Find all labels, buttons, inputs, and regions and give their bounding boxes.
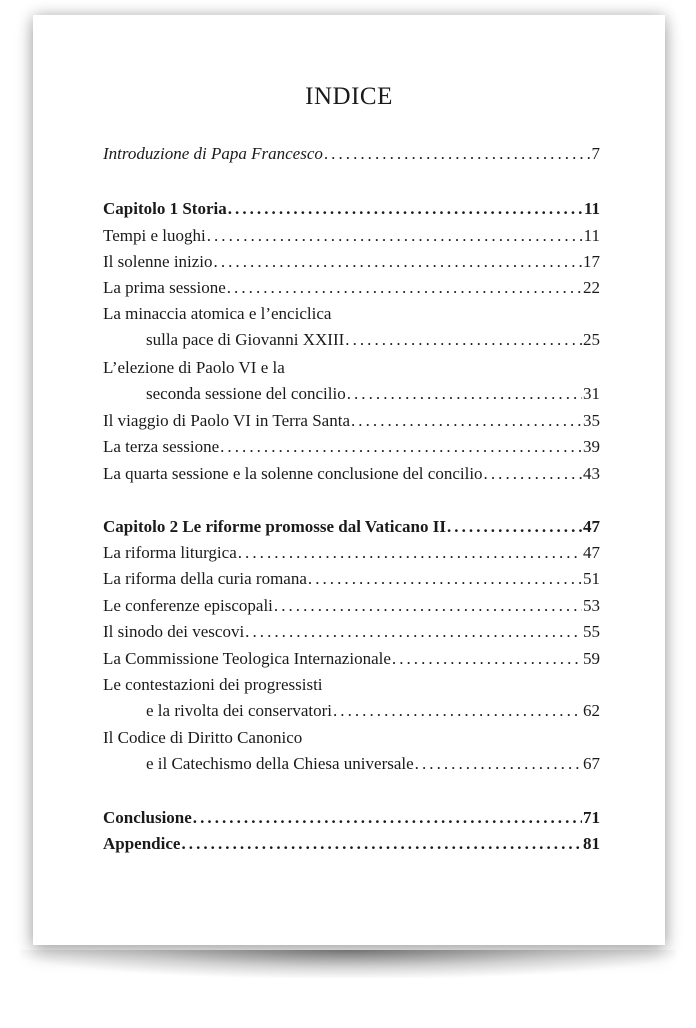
toc-entry-title: Conclusione [103, 808, 192, 827]
toc-leader-dots [207, 225, 583, 247]
toc-entry-title: La terza sessione [103, 437, 220, 456]
toc-entry-page: 55 [583, 622, 600, 641]
toc-entry-page: 11 [583, 199, 600, 218]
toc-entry-title: Appendice [103, 834, 181, 853]
toc-entry-page: 7 [591, 144, 600, 163]
toc-entry-page: 17 [583, 252, 600, 271]
toc-entry-title: Capitolo 2 Le riforme promosse dal Vaticano II [103, 517, 446, 536]
toc-entry [103, 568, 600, 590]
toc-leader-dots [214, 251, 582, 273]
toc-entry [103, 542, 600, 564]
toc-entry-page: 62 [583, 701, 600, 720]
toc-entry-first-line: L’elezione di Paolo VI e la [103, 358, 285, 377]
toc-entry-title: Tempi e luoghi [103, 226, 206, 245]
toc-entry [103, 410, 600, 432]
toc-entry-page: 47 [583, 543, 600, 562]
toc-entry-first-line: Il Codice di Diritto Canonico [103, 728, 303, 747]
toc-entry-title: sulla pace di Giovanni XXIII [146, 330, 345, 349]
toc-leader-dots [228, 198, 583, 220]
toc-leader-dots [308, 568, 582, 590]
toc-entry [103, 277, 600, 299]
toc-entry [103, 329, 600, 351]
toc-entry-page: 47 [583, 517, 600, 536]
toc-leader-dots [238, 542, 582, 564]
toc-entry-page: 11 [583, 226, 600, 245]
toc-entry-page: 31 [583, 384, 600, 403]
toc-entry-page: 25 [583, 330, 600, 349]
toc-leader-dots [392, 648, 582, 670]
toc-entry [103, 383, 600, 405]
toc-entry-title: La riforma della curia romana [103, 569, 307, 588]
toc-entry-page: 67 [583, 754, 600, 773]
toc-entry-page: 39 [583, 437, 600, 456]
toc-entry-page: 71 [583, 808, 600, 827]
toc-entry [103, 621, 600, 643]
toc-entry-title: e il Catechismo della Chiesa universale [146, 754, 414, 773]
toc-leader-dots [415, 753, 582, 775]
toc-appendice [103, 833, 600, 855]
page-title: INDICE [305, 83, 393, 110]
toc-chapter-2 [103, 516, 600, 538]
toc-conclusione [103, 807, 600, 829]
toc-entry [103, 648, 600, 670]
toc-entry-page: 59 [583, 649, 600, 668]
toc-entry-title: e la rivolta dei conservatori [146, 701, 332, 720]
toc-chapter-1 [103, 198, 600, 220]
toc-leader-dots [324, 143, 591, 165]
toc-entry-title: La Commissione Teologica Internazionale [103, 649, 391, 668]
toc-entry-title: Il solenne inizio [103, 252, 213, 271]
toc-entry-title: seconda sessione del concilio [146, 384, 346, 403]
toc-entry-title: La riforma liturgica [103, 543, 237, 562]
toc-entry [103, 251, 600, 273]
toc-entry-title: Introduzione di Papa Francesco [103, 144, 323, 163]
toc-leader-dots [181, 833, 582, 855]
toc-entry-title: Il sinodo dei vescovi [103, 622, 245, 641]
book-page [33, 15, 665, 945]
toc-entry-page: 81 [583, 834, 600, 853]
toc-entry-page: 22 [583, 278, 600, 297]
toc-leader-dots [347, 383, 582, 405]
toc-leader-dots [227, 277, 582, 299]
toc-leader-dots [484, 463, 582, 485]
toc-leader-dots [193, 807, 582, 829]
toc-entry-introduzione [103, 143, 600, 165]
toc-leader-dots [447, 516, 582, 538]
toc-entry [103, 700, 600, 722]
toc-entry [103, 595, 600, 617]
toc-entry-page: 43 [583, 464, 600, 483]
toc-entry [103, 463, 600, 485]
toc-leader-dots [333, 700, 582, 722]
toc-leader-dots [220, 436, 582, 458]
toc-entry-title: Le conferenze episcopali [103, 596, 273, 615]
toc-entry-first-line: Le contestazioni dei progressisti [103, 675, 323, 694]
toc-entry-title: La quarta sessione e la solenne conclusione del concilio [103, 464, 483, 483]
toc-entry [103, 436, 600, 458]
toc-leader-dots [345, 329, 582, 351]
toc-entry [103, 753, 600, 775]
toc-entry-page: 53 [583, 596, 600, 615]
toc-leader-dots [351, 410, 582, 432]
toc-leader-dots [245, 621, 582, 643]
toc-entry-page: 51 [583, 569, 600, 588]
toc-leader-dots [274, 595, 582, 617]
toc-entry [103, 225, 600, 247]
toc-entry-page: 35 [583, 411, 600, 430]
toc-entry-title: La prima sessione [103, 278, 226, 297]
toc-entry-first-line: La minaccia atomica e l’enciclica [103, 304, 332, 323]
toc-entry-title: Il viaggio di Paolo VI in Terra Santa [103, 411, 350, 430]
toc-entry-title: Capitolo 1 Storia [103, 199, 227, 218]
page-shadow [20, 950, 676, 978]
